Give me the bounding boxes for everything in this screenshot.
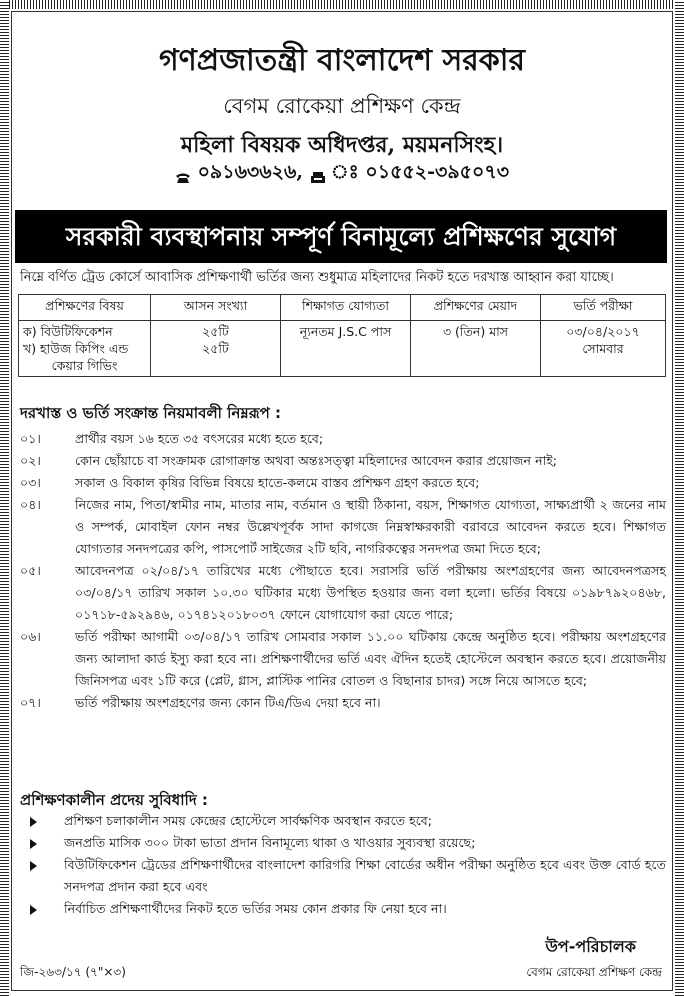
- rule-text: প্রার্থীর বয়স ১৬ হতে ৩৫ বৎসরের মধ্যে হতে হবে;: [75, 431, 324, 446]
- fax-icon: [310, 167, 326, 179]
- rules-title: দরখাস্ত ও ভর্তি সংক্রান্ত নিয়মাবলী নিম্নরূপ :: [20, 404, 282, 422]
- qualification-cell: ন্যূনতম J.S.C পাস: [281, 321, 411, 377]
- subject-item: কেয়ার গিভিং: [51, 358, 118, 373]
- contact-line: [0, 158, 684, 190]
- rule-text: ভর্তি পরীক্ষায় অংশগ্রহণের জন্য কোন টিএ/ডিএ দেয়া হবে না।: [75, 695, 381, 710]
- list-item: [20, 560, 666, 626]
- table-header: ভর্তি পরীক্ষা: [541, 295, 666, 321]
- rule-number: ০৭।: [20, 695, 41, 710]
- benefit-text: জনপ্রতি মাসিক ৩০০ টাকা ভাতা প্রদান বিনামূল্যে থাকা ও খাওয়ার সুব্যবস্থা রয়েছে;: [64, 835, 476, 850]
- rule-number: ০৬।: [20, 629, 41, 644]
- rule-text: সকাল ও বিকাল কৃষির বিভিন্ন বিষয়ে হাতে-কলমে বাস্তব প্রশিক্ষণ গ্রহণ করতে হবে;: [75, 475, 480, 490]
- rule-number: ০২।: [20, 453, 41, 468]
- list-item: [20, 428, 666, 450]
- bullet-triangle-icon: [30, 861, 37, 871]
- rule-number: ০৩।: [20, 475, 41, 490]
- subject-item: ক) বিউটিফিকেশন: [23, 324, 113, 339]
- rule-number: ০১।: [20, 431, 41, 446]
- seat-count: ২৫টি: [202, 341, 229, 356]
- list-item: [20, 832, 666, 854]
- table-header: আসন সংখ্যা: [151, 295, 281, 321]
- duration-cell: ৩ (তিন) মাস: [411, 321, 541, 377]
- subject-cell: [19, 321, 151, 377]
- benefits-title: প্রশিক্ষণকালীন প্রদেয় সুবিধাদি :: [20, 791, 208, 809]
- phone-number: ০৯১৬৩৬২৬,: [197, 161, 303, 183]
- rule-text: কোন ছোঁয়াচে বা সংক্রামক রোগাক্রান্ত অথবা অন্তঃসত্ত্বা মহিলাদের আবেদন করার প্রয়োজন নাই;: [75, 453, 558, 468]
- phone-icon: [175, 167, 191, 179]
- signatory-title: উপ-পরিচালক: [545, 937, 636, 956]
- intro-text: নিম্নে বর্ণিত ট্রেড কোর্সে আবাসিক প্রশিক্ষণার্থী ভর্তির জন্য শুধুমাত্র মহিলাদের নিকট হতে দরখাস্ত আহ্বান করা যাচ্ছে।: [20, 270, 614, 285]
- table-header: প্রশিক্ষণের বিষয়: [19, 295, 151, 321]
- decorative-border-top: [0, 0, 684, 9]
- bullet-triangle-icon: [30, 839, 37, 849]
- list-item: [20, 626, 666, 692]
- benefit-text: নির্বাচিত প্রশিক্ষণার্থীদের নিকট হতে ভর্তির সময় কোন প্রকার ফি নেয়া হবে না।: [64, 901, 447, 916]
- rule-text: ভর্তি পরীক্ষা আগামী ০৩/০৪/১৭ তারিখ সোমবার সকাল ১১.০০ ঘটিকায় কেন্দ্রে অনুষ্ঠিত হবে। পরীক্ষায় অংশগ্রহণের জন্য আলাদা কার্ড ইস্যু করা হবে না। প্রশিক্ষণার্থীদের ভর্তি এবং ঐদিন হতেই হোস্টেলে অবস্থান করতে হবে। প্রয়োজনীয় জিনিসপত্র এবং ১টি করে (প্লেট, গ্লাস, প্লাস্টিক পানির বোতল ও বিছানার চাদর) সঙ্গে নিয়ে আসতে হবে;: [75, 629, 666, 688]
- benefit-text: বিউটিফিকেশন ট্রেডের প্রশিক্ষণার্থীদের বাংলাদেশ কারিগরি শিক্ষা বোর্ডের অধীন পরীক্ষা অনুষ্ঠিত হবে এবং উক্ত বোর্ড হতে সনদপত্র প্রদান করা হবে এবং: [64, 857, 666, 894]
- list-item: [20, 472, 666, 494]
- headline-banner: সরকারী ব্যবস্থাপনায় সম্পূর্ণ বিনামূল্যে প্রশিক্ষণের সুযোগ: [15, 210, 667, 263]
- government-title: গণপ্রজাতন্ত্রী বাংলাদেশ সরকার: [159, 43, 525, 78]
- list-item: [20, 692, 666, 714]
- list-item: [20, 854, 666, 898]
- rule-number: ০৪।: [20, 497, 41, 512]
- mobile-number: ০১৫৫২-৩৯৫০৭৩: [365, 161, 510, 183]
- benefit-text: প্রশিক্ষণ চলাকালীন সময় কেন্দ্রের হোস্টেলে সার্বক্ষণিক অবস্থান করতে হবে;: [64, 813, 433, 828]
- benefits-list: [20, 810, 666, 920]
- list-item: [20, 810, 666, 832]
- exam-date: ০৩/০৪/২০১৭: [566, 324, 640, 339]
- rule-number: ০৫।: [20, 563, 41, 578]
- subject-item: খ) হাউজ কিপিং এন্ড: [23, 341, 129, 356]
- center-name: বেগম রোকেয়া প্রশিক্ষণ কেন্দ্র: [223, 94, 461, 118]
- department-name: মহিলা বিষয়ক অধিদপ্তর, ময়মনসিংহ।: [180, 132, 504, 158]
- table-header: প্রশিক্ষণের মেয়াদ: [411, 295, 541, 321]
- seats-cell: [151, 321, 281, 377]
- signatory-org: বেগম রোকেয়া প্রশিক্ষণ কেন্দ্র: [526, 965, 662, 979]
- rules-list: [20, 428, 666, 714]
- rule-text: আবেদনপত্র ০২/০৪/১৭ তারিখের মধ্যে পৌছাতে হবে। সরাসরি ভর্তি পরীক্ষায় অংশগ্রহণের জন্য আবেদনপত্রসহ ০৩/০৪/১৭ তারিখ সকাল ১০.৩০ ঘটিকার মধ্যে উপস্থিত হওয়ার জন্য বলা হলো। ভর্তির বিষয়ে ০১৯৮৭৯২০৪৬৮, ০১৭১৮-৫৯২৯৪৬, ০১৭৪১২০১৮০৩৭ ফোনে যোগাযোগ করা যেতে পারে;: [75, 563, 666, 622]
- rule-text: নিজের নাম, পিতা/স্বামীর নাম, মাতার নাম, বর্তমান ও স্থায়ী ঠিকানা, বয়স, শিক্ষাগত যোগ্যতা, সাক্ষ্যপ্রার্থী ২ জনের নাম ও সম্পর্ক, মোবাইল ফোন নম্বর উল্লেখপূর্বক সাদা কাগজে নিম্নস্বাক্ষরকারী বরাবরে আবেদন করতে হবে। শিক্ষাগত যোগ্যতার সনদপত্রের কপি, পাসপোর্ট সাইজের ২টি ছবি, নাগরিকত্বের সনদপত্র জমা দিতে হবে;: [75, 497, 666, 556]
- exam-day: সোমবার: [582, 341, 624, 356]
- list-item: [20, 898, 666, 920]
- reference-number: জি-২৬৩/১৭ (৭"×৩): [20, 965, 126, 979]
- exam-cell: [541, 321, 666, 377]
- bullet-triangle-icon: [30, 905, 37, 915]
- bullet-triangle-icon: [30, 817, 37, 827]
- list-item: [20, 494, 666, 560]
- table-row: [19, 321, 666, 377]
- list-item: [20, 450, 666, 472]
- table-header: শিক্ষাগত যোগ্যতা: [281, 295, 411, 321]
- training-table: [18, 294, 666, 377]
- seat-count: ২৫টি: [202, 324, 229, 339]
